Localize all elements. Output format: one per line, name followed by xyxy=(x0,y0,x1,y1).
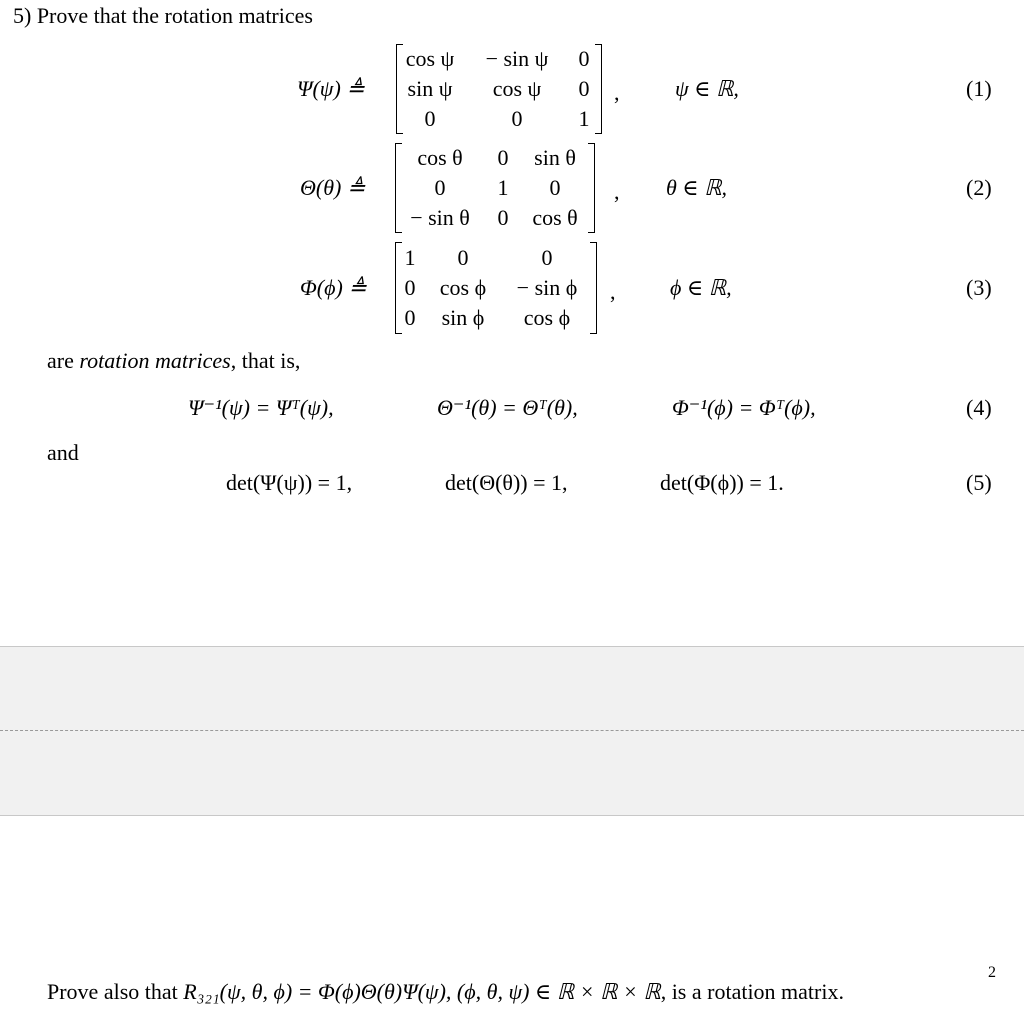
eq3-cell: 0 xyxy=(541,245,553,270)
eq1-matrix xyxy=(396,44,602,134)
eq5-phi: det(Φ(ϕ)) = 1. xyxy=(660,470,784,495)
eq2-cell: sin θ xyxy=(534,145,576,170)
are-text-pre: are xyxy=(47,348,80,373)
eq3-matrix xyxy=(395,242,597,334)
eq2-cell: cos θ xyxy=(417,145,463,170)
are-rotation-text xyxy=(47,348,300,374)
and-text: and xyxy=(47,440,79,465)
page-number: 2 xyxy=(988,964,996,981)
eq1-cell: 0 xyxy=(578,76,590,101)
eq3-cell: 0 xyxy=(457,245,469,270)
eq2-cell: 0 xyxy=(549,175,561,200)
eq2-lhs: Θ(θ) ≜ xyxy=(300,175,366,200)
eq2-comma: , xyxy=(614,179,620,204)
eq3-label: (3) xyxy=(966,275,992,300)
eq1-cell: − sin ψ xyxy=(485,46,549,71)
eq4-phi: Φ⁻¹(ϕ) = Φᵀ(ϕ), xyxy=(672,395,816,420)
eq1-label: (1) xyxy=(966,76,992,101)
eq1-cell: cos ψ xyxy=(405,46,455,71)
eq3-comma: , xyxy=(610,279,616,304)
rotation-matrices-emph: rotation matrices xyxy=(79,348,231,373)
eq2-cell: − sin θ xyxy=(410,205,470,230)
footer-pre: Prove also that xyxy=(47,979,184,1004)
eq2-cell: 1 xyxy=(497,175,509,200)
are-text-post: , that is, xyxy=(230,348,301,373)
eq3-cell: 0 xyxy=(404,305,416,330)
eq5-psi: det(Ψ(ψ)) = 1, xyxy=(226,470,353,495)
eq2-cell: 0 xyxy=(434,175,446,200)
eq2-cell: 0 xyxy=(497,205,509,230)
eq3-cell: − sin ϕ xyxy=(516,275,578,300)
eq4-psi: Ψ⁻¹(ψ) = Ψᵀ(ψ), xyxy=(188,395,334,420)
eq1-cell: 0 xyxy=(578,46,590,71)
eq3-cell: 1 xyxy=(404,245,416,270)
footer-math: R₃₂₁(ψ, θ, ϕ) = Φ(ϕ)Θ(θ)Ψ(ψ), (ϕ, θ, ψ) ∈ ℝ × ℝ × ℝ xyxy=(183,979,661,1004)
eq2-domain: θ ∈ ℝ, xyxy=(666,175,728,200)
eq4-label: (4) xyxy=(966,395,992,420)
eq2-cell: cos θ xyxy=(532,205,578,230)
eq3-lhs: Φ(ϕ) ≜ xyxy=(300,275,367,300)
eq1-cell: sin ψ xyxy=(407,76,453,101)
eq1-cell: 0 xyxy=(424,106,436,131)
problem-heading: 5) Prove that the rotation matrices xyxy=(13,3,313,28)
eq5-label: (5) xyxy=(966,470,992,495)
eq5-theta: det(Θ(θ)) = 1, xyxy=(445,470,568,495)
eq1-lhs: Ψ(ψ) ≜ xyxy=(297,76,365,101)
eq3-cell: 0 xyxy=(404,275,416,300)
eq4-theta: Θ⁻¹(θ) = Θᵀ(θ), xyxy=(437,395,578,420)
eq1-cell: 0 xyxy=(511,106,523,131)
eq2-cell: 0 xyxy=(497,145,509,170)
eq3-cell: cos ϕ xyxy=(523,305,571,330)
answer-band xyxy=(0,646,1024,816)
eq2-label: (2) xyxy=(966,175,992,200)
eq3-cell: sin ϕ xyxy=(441,305,485,330)
eq1-cell: cos ψ xyxy=(492,76,542,101)
eq1-domain: ψ ∈ ℝ, xyxy=(675,76,739,101)
eq1-comma: , xyxy=(614,80,620,105)
eq1-cell: 1 xyxy=(578,106,590,131)
footer-sentence xyxy=(47,979,844,1005)
dashed-divider xyxy=(0,730,1024,731)
eq3-cell: cos ϕ xyxy=(439,275,487,300)
footer-post: , is a rotation matrix. xyxy=(660,979,844,1004)
eq2-matrix xyxy=(395,143,595,233)
eq3-domain: ϕ ∈ ℝ, xyxy=(670,275,732,300)
